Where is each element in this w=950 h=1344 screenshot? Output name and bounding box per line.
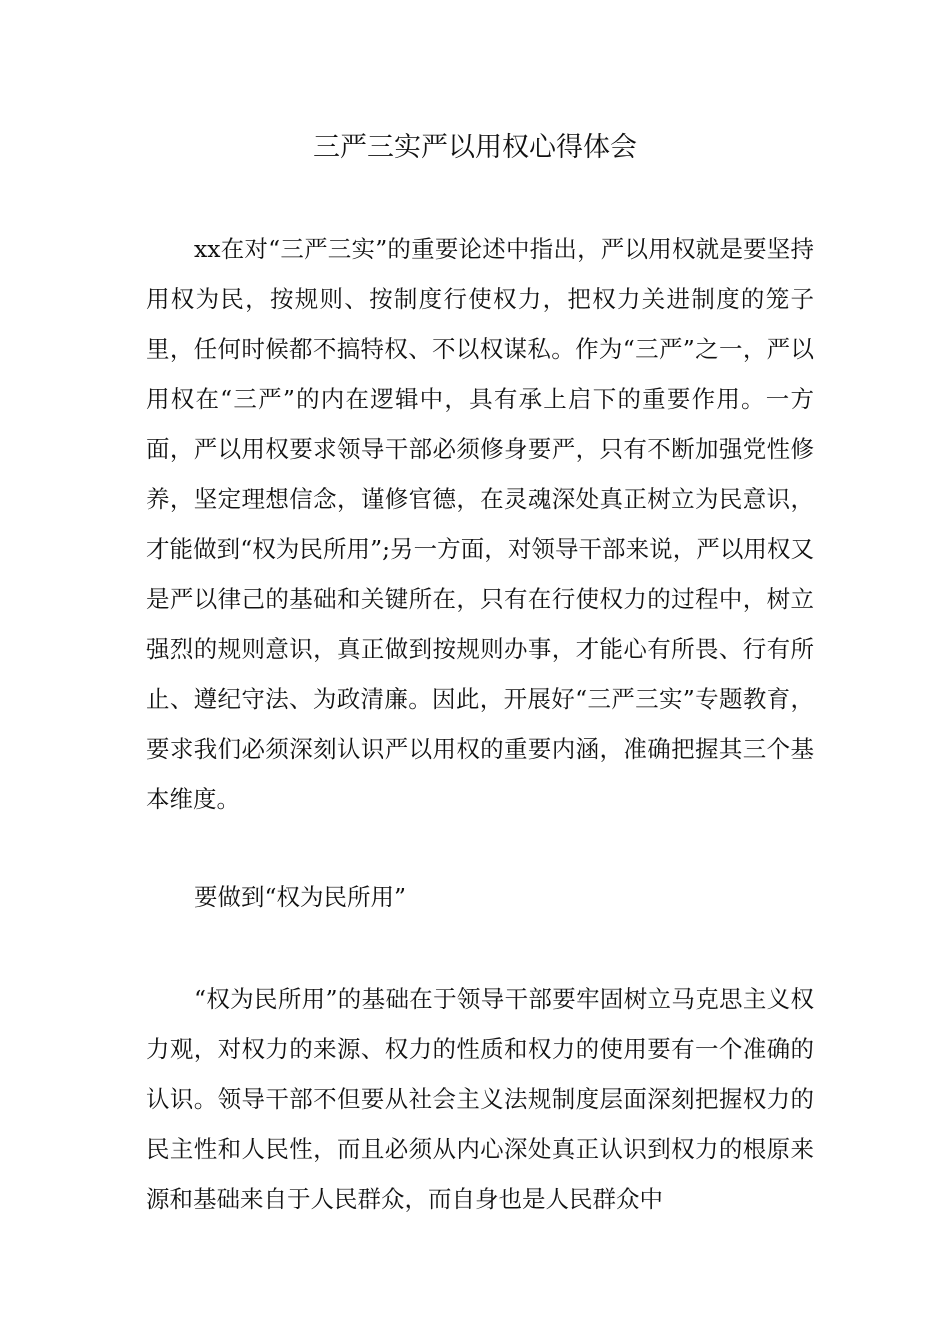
- section-heading: 要做到“权为民所用”: [194, 883, 407, 911]
- paragraph-section-body: “权为民所用”的基础在于领导干部要牢固树立马克思主义权力观，对权力的来源、权力的性质和权力的使用要有一个准确的认识。领导干部不但要从社会主义法规制度层面深刻把握权力的民主性和人民性，而且必须从内心深处真正认识到权力的根原来源和基础来自于人民群众，而自身也是人民群众中: [146, 985, 814, 1213]
- document-title: 三严三实严以用权心得体会: [313, 132, 637, 163]
- paragraph-intro: xx在对“三严三实”的重要论述中指出，严以用权就是要坚持用权为民，按规则、按制度行使权力，把权力关进制度的笼子里，任何时候都不搞特权、不以权谋私。作为“三严”之一，严以用权在“三严”的内在逻辑中，具有承上启下的重要作用。一方面，严以用权要求领导干部必须修身要严，只有不断加强党性修养，坚定理想信念，谨修官德，在灵魂深处真正树立为民意识，才能做到“权为民所用”;另一方面，对领导干部来说，严以用权又是严以律己的基础和关键所在，只有在行使权力的过程中，树立强烈的规则意识，真正做到按规则办事，才能心有所畏、行有所止、遵纪守法、为政清廉。因此，开展好“三严三实”专题教育，要求我们必须深刻认识严以用权的重要内涵，准确把握其三个基本维度。: [146, 235, 814, 813]
